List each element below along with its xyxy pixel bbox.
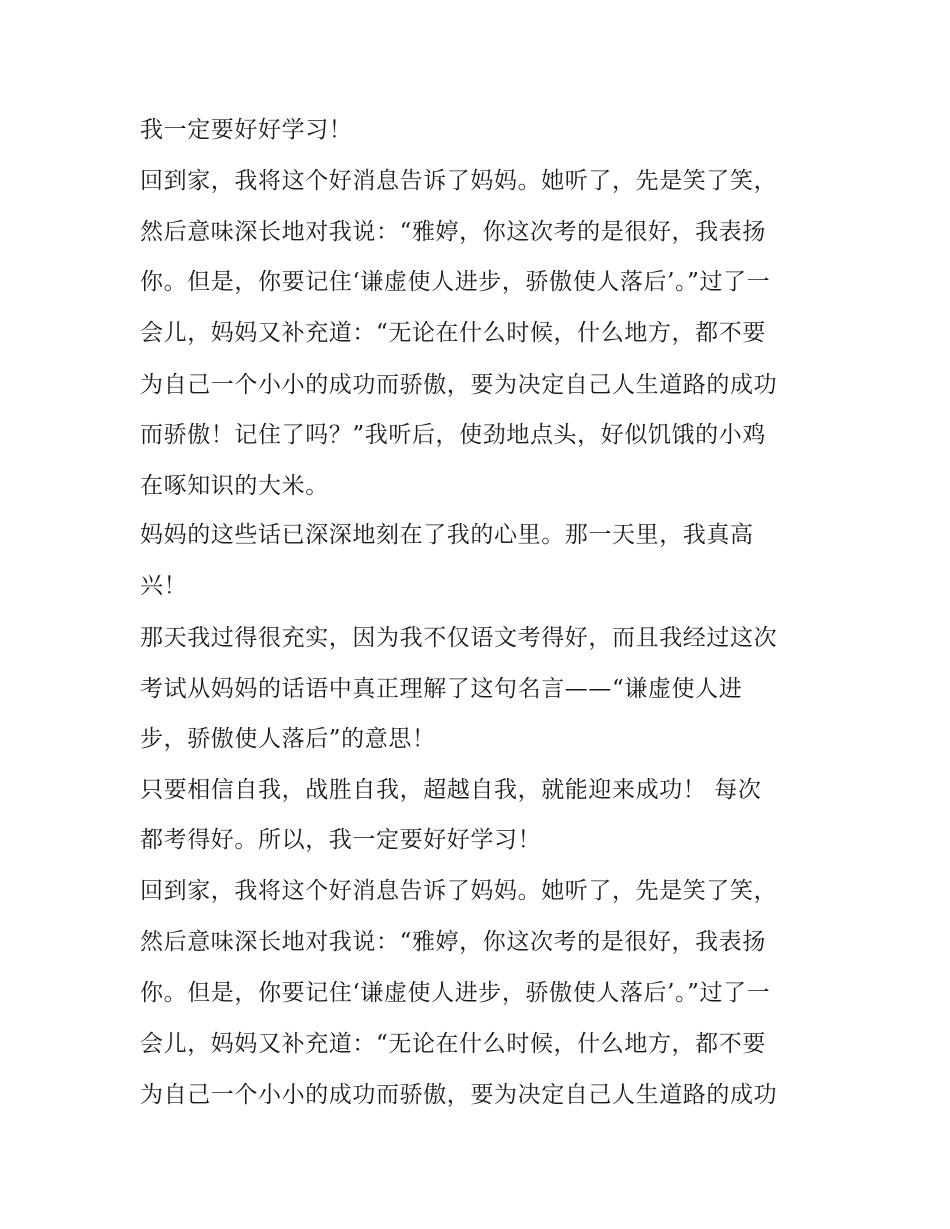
text-line: 那天我过得很充实，因为我不仅语文考得好，而且我经过这次 <box>140 625 778 651</box>
text-line: 然后意味深长地对我说：“雅婷，你这次考的是很好，我表扬 <box>140 219 766 245</box>
text-line: 为自己一个小小的成功而骄傲，要为决定自己人生道路的成功 <box>140 372 778 398</box>
text-line: 回到家，我将这个好消息告诉了妈妈。她听了，先是笑了笑， <box>140 878 778 904</box>
text-line: 在啄知识的大米。 <box>140 473 329 499</box>
text-line: 妈妈的这些话已深深地刻在了我的心里。那一天里，我真高 <box>140 522 754 548</box>
text-line: 只要相信自我，战胜自我，超越自我，就能迎来成功！ 每次 <box>140 777 762 803</box>
text-line: 我一定要好好学习！ <box>140 117 353 143</box>
text-line: 步，骄傲使人落后”的意思！ <box>140 726 436 752</box>
text-line: 会儿，妈妈又补充道：“无论在什么时候，什么地方，都不要 <box>140 320 766 346</box>
text-line: 考试从妈妈的话语中真正理解了这句名言——“谦虚使人进 <box>140 676 743 702</box>
text-line: 会儿，妈妈又补充道：“无论在什么时候，什么地方，都不要 <box>140 1031 766 1057</box>
text-line: 都考得好。所以，我一定要好好学习！ <box>140 827 542 853</box>
text-line: 而骄傲！记住了吗？”我听后，使劲地点头，好似饥饿的小鸡 <box>140 422 766 448</box>
text-line: 然后意味深长地对我说：“雅婷，你这次考的是很好，我表扬 <box>140 929 766 955</box>
text-line: 回到家，我将这个好消息告诉了妈妈。她听了，先是笑了笑， <box>140 168 778 194</box>
text-line: 兴！ <box>140 573 188 599</box>
text-line: 为自己一个小小的成功而骄傲，要为决定自己人生道路的成功 <box>140 1082 778 1108</box>
text-line: 你。但是，你要记住‘谦虚使人进步，骄傲使人落后’。”过了一 <box>140 980 771 1006</box>
text-line: 你。但是，你要记住‘谦虚使人进步，骄傲使人落后’。”过了一 <box>140 269 771 295</box>
